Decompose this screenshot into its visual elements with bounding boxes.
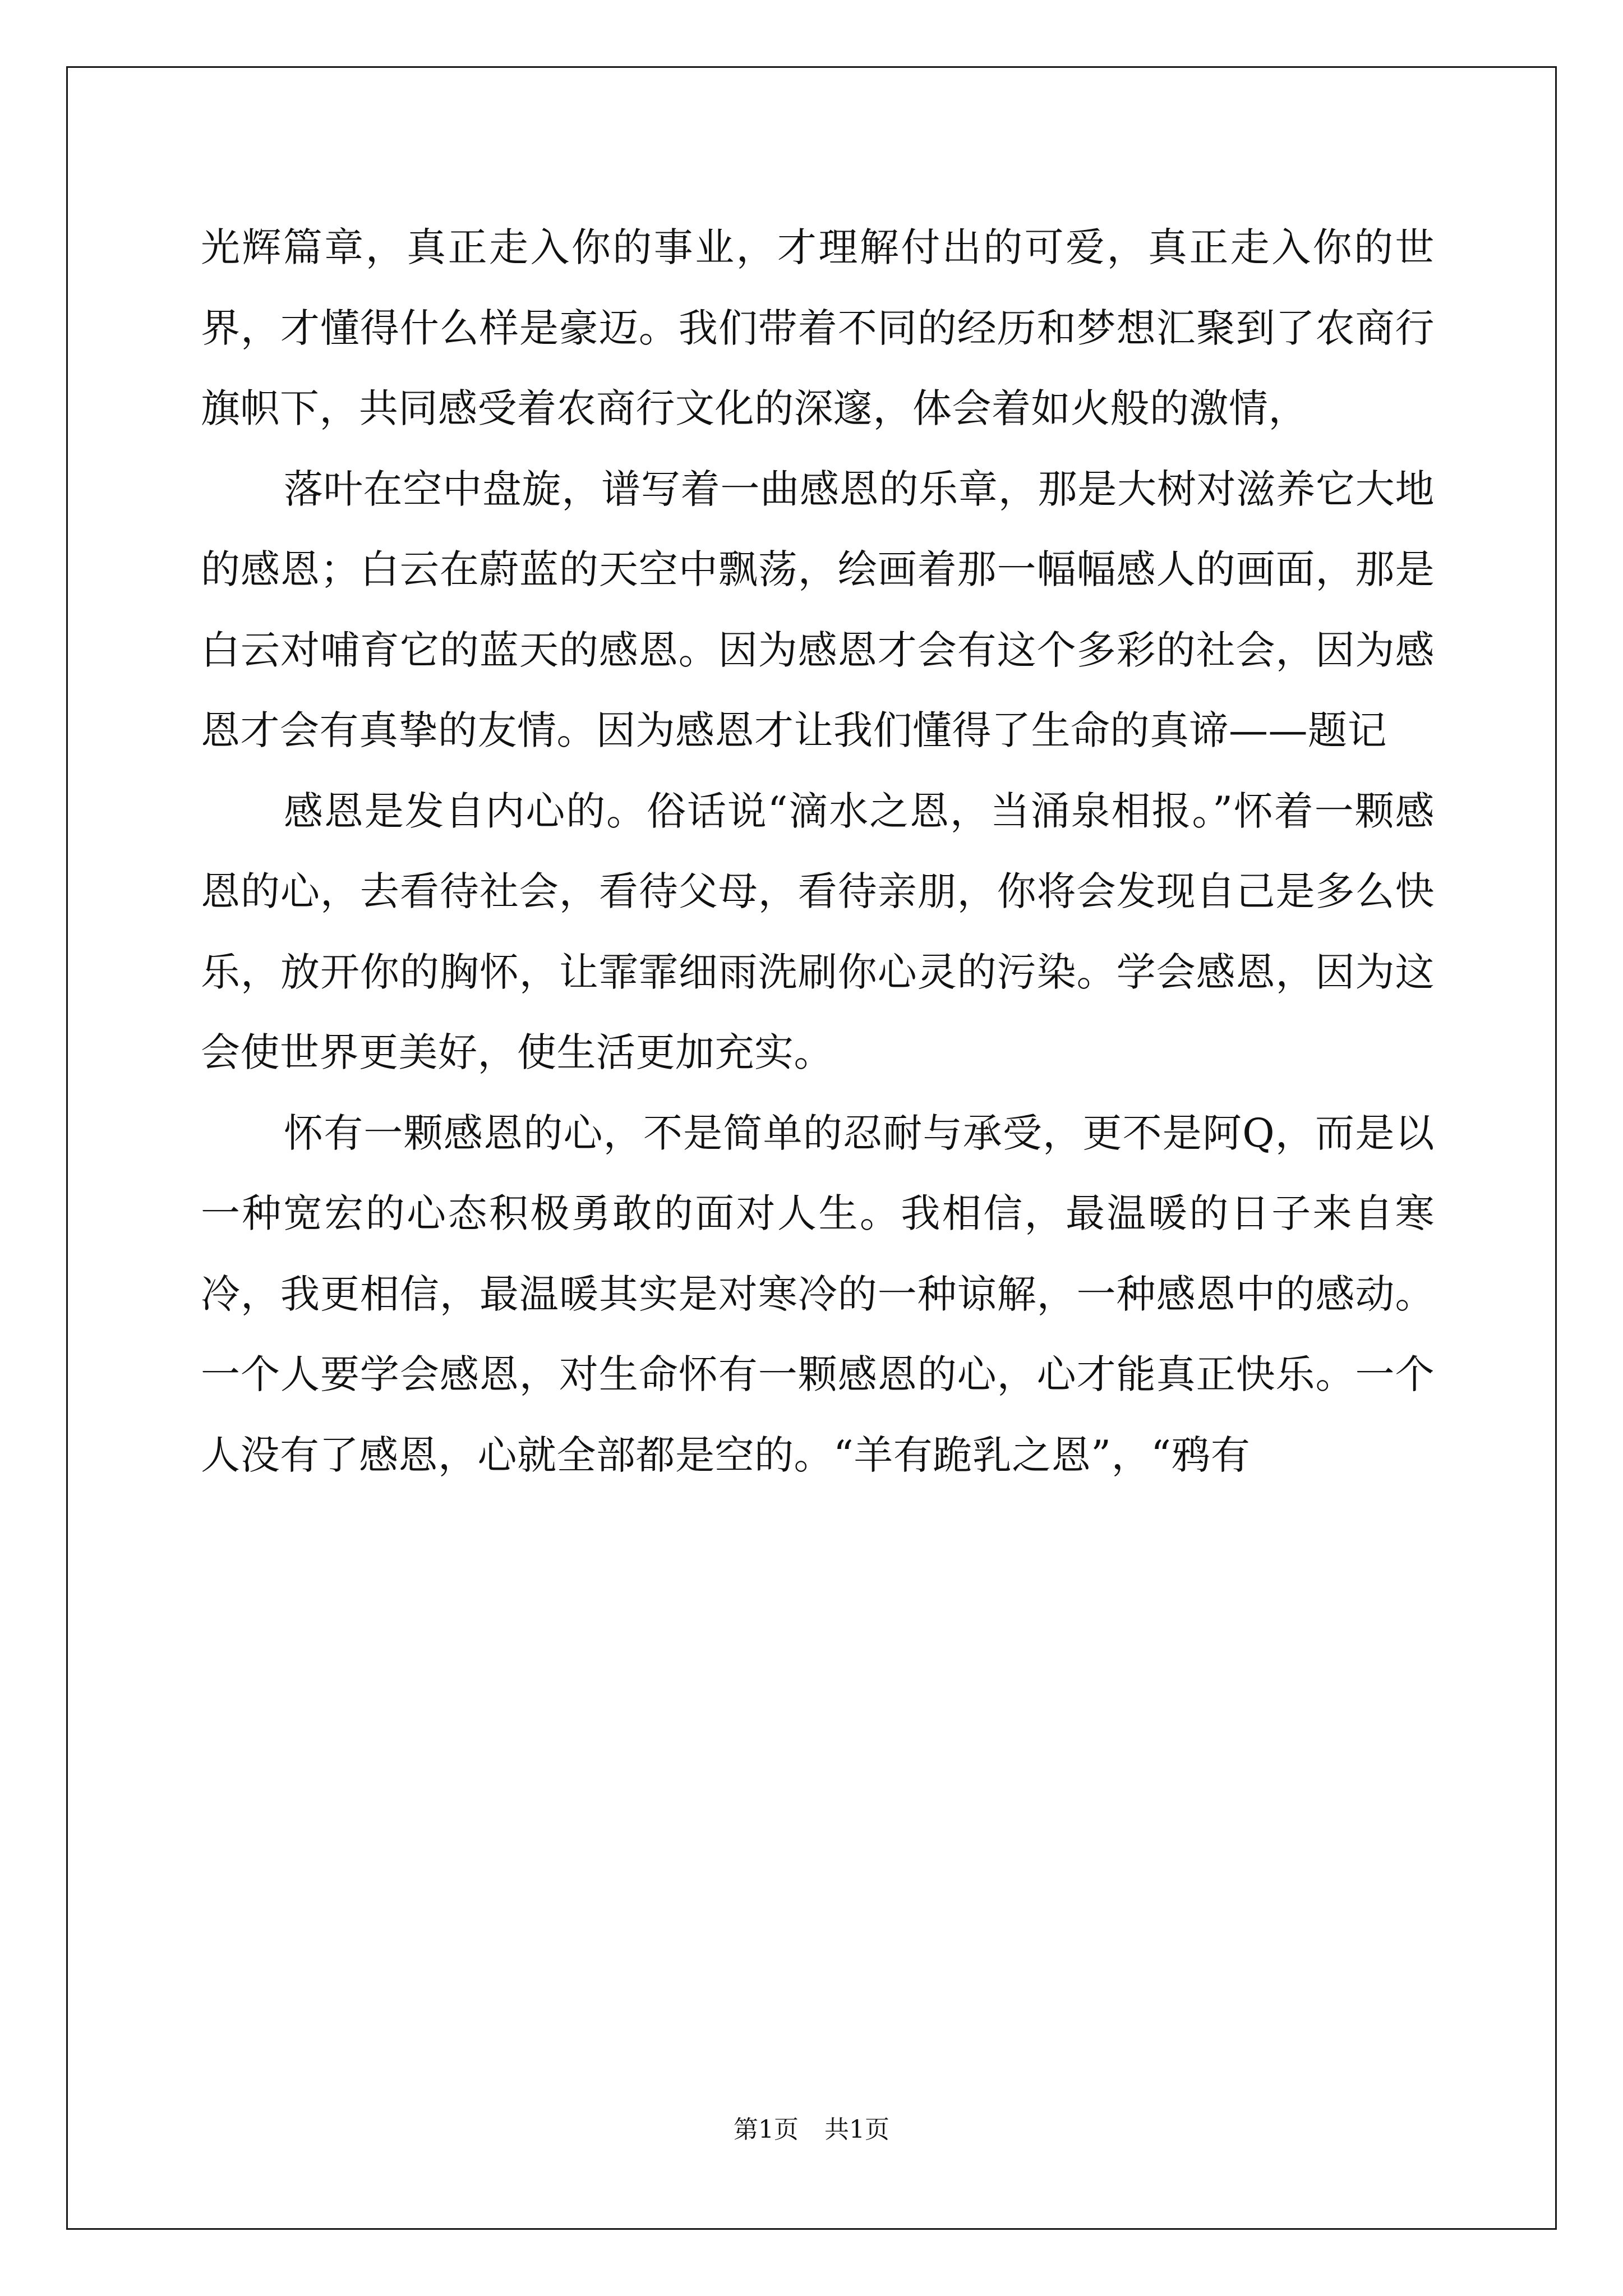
document-body [201,208,1435,1496]
page-number: 第1页 [734,2115,799,2144]
paragraph-1: 光辉篇章，真正走入你的事业，才理解付出的可爱，真正走入你的世界，才懂得什么样是豪迈。我们带着不同的经历和梦想汇聚到了农商行旗帜下，共同感受着农商行文化的深邃，体会着如火般的激情， [201,224,1435,431]
page-total: 共1页 [824,2115,889,2144]
paragraph-3: 感恩是发自内心的。俗话说“滴水之恩，当涌泉相报。”怀着一颗感恩的心，去看待社会，看待父母，看待亲朋，你将会发现自己是多么快乐，放开你的胸怀，让霏霏细雨洗刷你心灵的污染。学会感恩，因为这会使世界更美好，使生活更加充实。 [201,788,1435,1075]
page-footer [0,2109,1623,2145]
paragraph-2: 落叶在空中盘旋，谱写着一曲感恩的乐章，那是大树对滋养它大地的感恩；白云在蔚蓝的天空中飘荡，绘画着那一幅幅感人的画面，那是白云对哺育它的蓝天的感恩。因为感恩才会有这个多彩的社会，因为感恩才会有真挚的友情。因为感恩才让我们懂得了生命的真谛——题记 [201,466,1435,753]
paragraph-4: 怀有一颗感恩的心，不是简单的忍耐与承受，更不是阿Q，而是以一种宽宏的心态积极勇敢的面对人生。我相信，最温暖的日子来自寒冷，我更相信，最温暖其实是对寒冷的一种谅解，一种感恩中的感动。一个人要学会感恩，对生命怀有一颗感恩的心，心才能真正快乐。一个人没有了感恩，心就全部都是空的。“羊有跪乳之恩”，“鸦有 [201,1110,1435,1478]
